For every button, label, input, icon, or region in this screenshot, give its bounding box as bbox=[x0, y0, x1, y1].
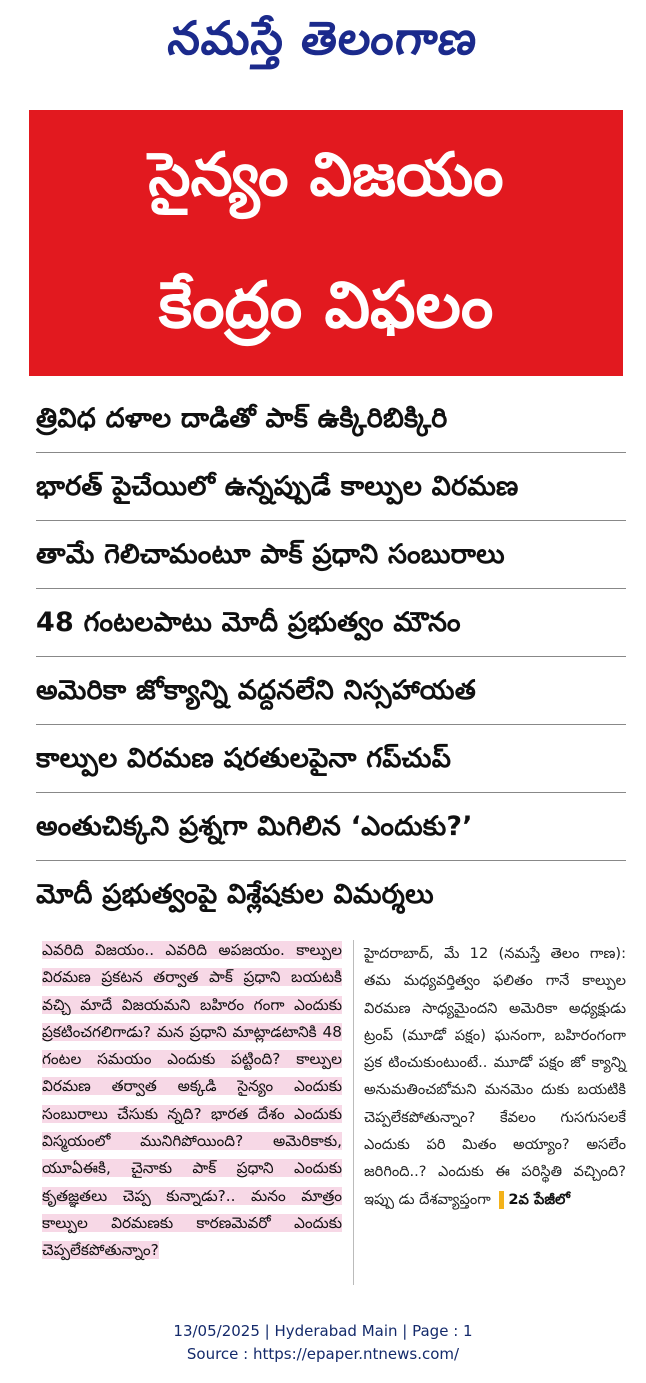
headline-box bbox=[29, 110, 623, 376]
headline-line-1: సైన్యం విజయం bbox=[148, 140, 504, 210]
continued-link[interactable]: 2వ పేజీలో bbox=[499, 1191, 570, 1209]
footer-date-edition: 13/05/2025 | Hyderabad Main | Page : 1 bbox=[173, 1322, 473, 1340]
footer-source[interactable]: Source : https://epaper.ntnews.com/ bbox=[186, 1345, 460, 1363]
subheading: 48 గంటలపాటు మోదీ ప్రభుత్వం మౌనం bbox=[36, 589, 626, 657]
subheading: కాల్పుల విరమణ షరతులపైనా గప్‌చుప్ bbox=[36, 725, 626, 793]
subheadings bbox=[36, 385, 626, 928]
article-body: హైదరాబాద్, మే 12 (నమస్తే తెలం గాణ): తమ మధ్యవర్తిత్వం ఫలితం గానే కాల్పుల విరమణ సాధ్యమైందని అమెరికా అధ్యక్షుడు ట్రంప్ (మూడో పక్షం) ఘనంగా, బహిరంగంగా ప్రక టించుకుంటుంటే.. మూడో పక్షం జో క్యాన్ని అనుమతించబోమని మనమెం దుకు బయటికి చెప్పలేకపోతున్నాం? కేవలం గుసగుసలకే ఎందుకు పరి మితం అయ్యాం? అసలేం జరిగింది..? ఎందుకు ఈ పరిస్థితి వచ్చింది? ఇప్పు డు దేశవ్యాప్తంగా bbox=[364, 945, 626, 1208]
left-column-highlight: ఎవరిది విజయం.. ఎవరిది అపజయం. కాల్పుల విరమణ ప్రకటన తర్వాత పాక్ ప్రధాని బయటకి వచ్చి మాదే విజయమని బహిరం గంగా ఎందుకు ప్రకటించగలిగాడు? మన ప్రధాని మాట్లాడటానికి 48 గంటల సమయం ఎందుకు పట్టింది? కాల్పుల విరమణ తర్వాత అక్కడి సైన్యం ఎందుకు సంబురాలు చేసుకు న్నది? భారత దేశం ఎందుకు విస్మయంలో మునిగిపోయింది? అమెరికాకు, యూఏఈకి, చైనాకు పాక్ ప్రధాని ఎందుకు కృతజ్ఞతలు చెప్ప కున్నాడు?.. మనం మాత్రం కాల్పుల విరమణకు కారణమెవరో ఎందుకు చెప్పలేకపోతున్నాం? bbox=[42, 941, 342, 1260]
headline-line-2: కేంద్రం విఫలం bbox=[158, 269, 494, 343]
subheading: మోదీ ప్రభుత్వంపై విశ్లేషకుల విమర్శలు bbox=[36, 879, 434, 910]
masthead-logo: నమస్తే తెలంగాణ bbox=[165, 11, 481, 65]
column-divider bbox=[353, 940, 354, 1285]
subheading: అంతుచిక్కని ప్రశ్నగా మిగిలిన ‘ఎందుకు?’ bbox=[36, 793, 626, 861]
subheading: అమెరికా జోక్యాన్ని వద్దనలేని నిస్సహాయత bbox=[36, 657, 626, 725]
subheading: భారత్ పైచేయిలో ఉన్నప్పుడే కాల్పుల విరమణ bbox=[36, 453, 626, 521]
subheading: తామే గెలిచామంటూ పాక్ ప్రధాని సంబురాలు bbox=[36, 521, 626, 589]
left-column-text bbox=[42, 937, 342, 1265]
right-column-text bbox=[364, 940, 626, 1213]
subheading: త్రివిధ దళాల దాడితో పాక్ ఉక్కిరిబిక్కిరి bbox=[36, 385, 626, 453]
